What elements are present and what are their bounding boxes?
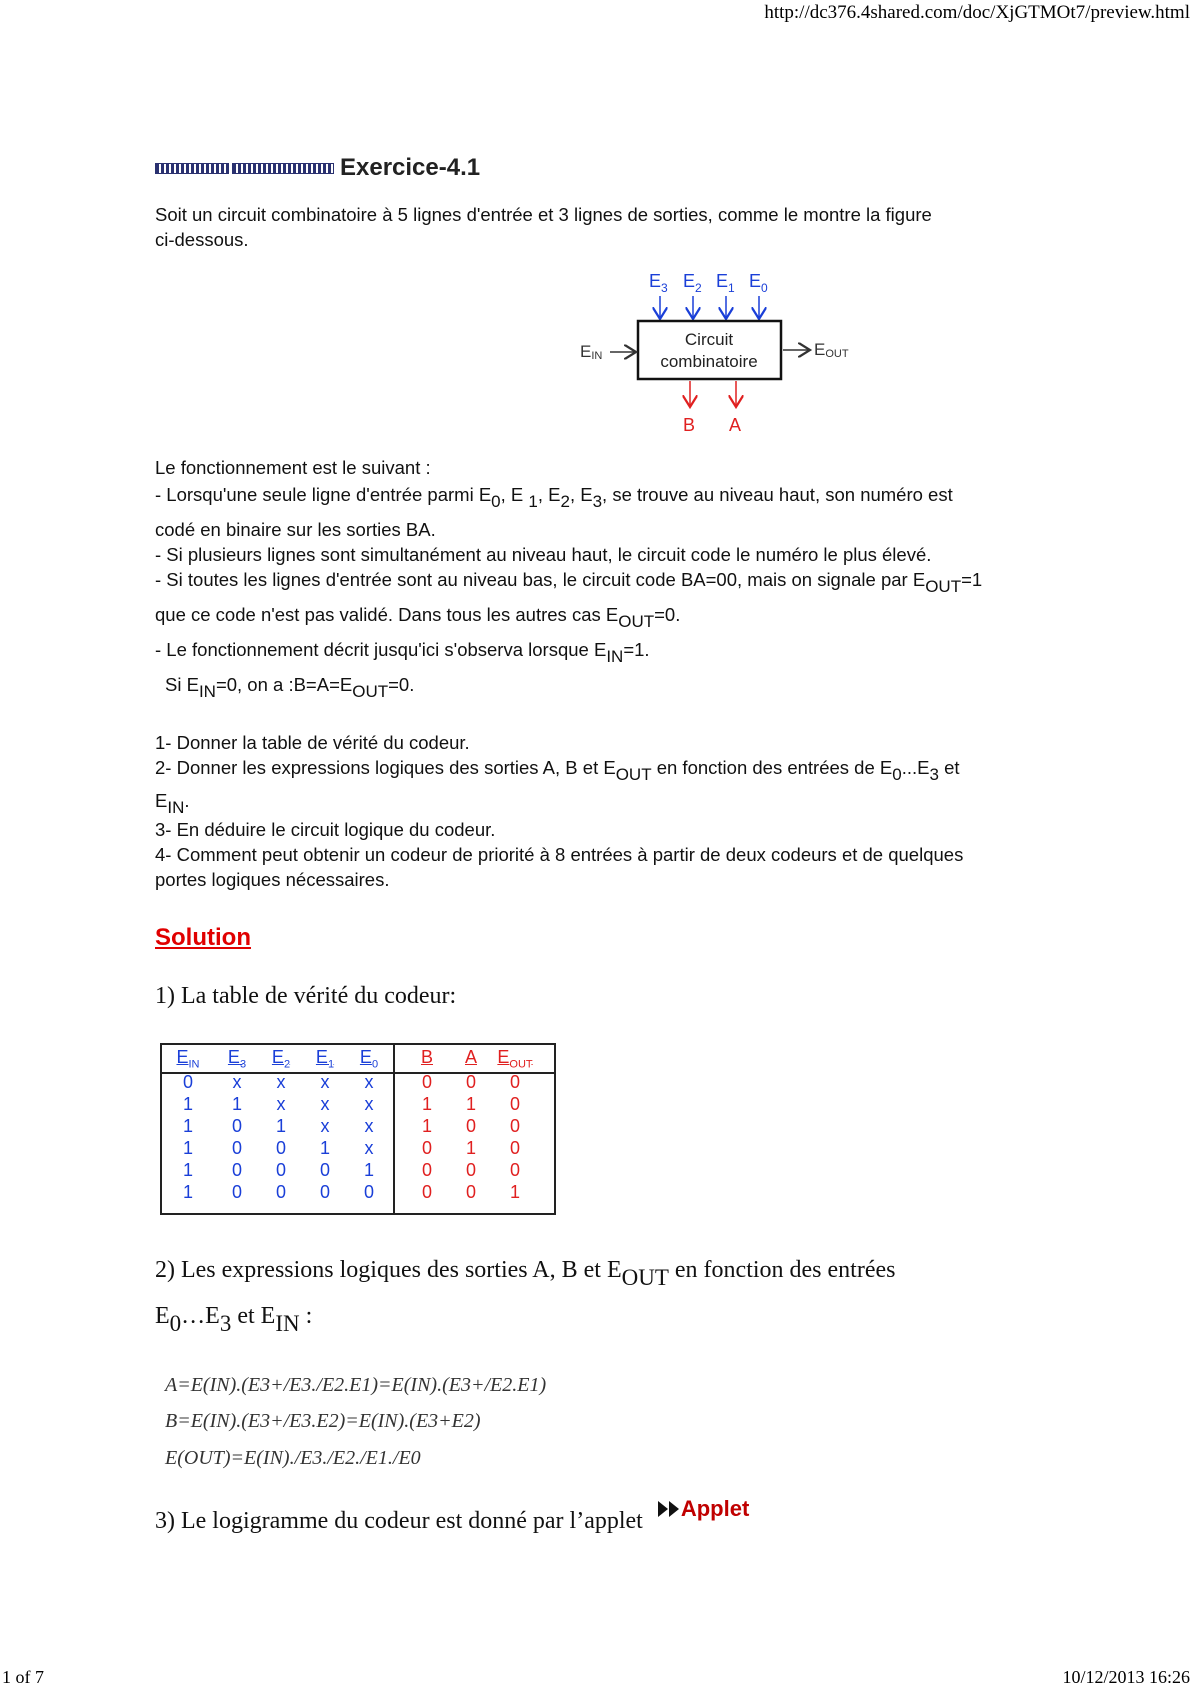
table-cell: 1 <box>509 1182 520 1202</box>
questions-list <box>155 730 1025 892</box>
table-cell: x <box>276 1072 286 1092</box>
table-cell: 0 <box>421 1182 432 1202</box>
solution-heading: Solution <box>155 924 251 951</box>
formula-eout-text: E(OUT)=E(IN)./E3./E2./E1./E0 <box>165 1447 421 1469</box>
table-cell: 1 <box>421 1116 432 1136</box>
question-3: 3- En déduire le circuit logique du codeur. <box>155 819 496 840</box>
table-cell: 0 <box>231 1182 242 1202</box>
table-cell: 1 <box>275 1116 286 1136</box>
table-cell: 0 <box>465 1160 476 1180</box>
title-text: Exercice-4.1 <box>340 154 481 181</box>
solution-2-line: $E_0\dots E_3$ et $E_{IN}$ : <box>155 1303 313 1336</box>
formula-b <box>165 1410 481 1433</box>
table-cell: 1 <box>421 1094 432 1114</box>
table-cell: 0 <box>509 1072 520 1092</box>
table-cell: 0 <box>275 1160 286 1180</box>
question-2-cont: $E_{IN}$. <box>155 790 190 817</box>
input-label-e3: $E_3$ <box>649 271 668 295</box>
page-url: http://dc376.4shared.com/doc/XjGTMOt7/preview.html <box>764 2 1190 23</box>
intro-line: Soit un circuit combinatoire à 5 lignes d'entrée et 3 lignes de sorties, comme le montre la figure <box>155 204 932 225</box>
fast-forward-icon <box>657 1499 681 1519</box>
table-cell: 1 <box>465 1138 476 1158</box>
input-label-e1: $E_1$ <box>716 271 735 295</box>
circuit-diagram <box>578 264 868 444</box>
table-cell: 0 <box>421 1072 432 1092</box>
box-label-line: combinatoire <box>660 352 758 371</box>
operation-description <box>155 455 1025 701</box>
solution-3-heading <box>155 1496 750 1535</box>
rule-line: - Si toutes les lignes d'entrée sont au niveau bas, le circuit code BA=00, mais on signale par $E_{OUT}=1$ <box>155 569 983 596</box>
question-4: 4- Comment peut obtenir un codeur de priorité à 8 entrées à partir de deux codeurs et de quelques <box>155 844 964 865</box>
table-cell: 1 <box>319 1138 330 1158</box>
table-cell: 1 <box>182 1094 193 1114</box>
table-header-cell: $E_2$ <box>271 1047 291 1071</box>
table-cell: x <box>364 1116 374 1136</box>
solution-3-text: 3) Le logigramme du codeur est donné par l’applet <box>155 1508 643 1534</box>
eout-label: EOUT <box>814 340 849 360</box>
rule-line: Si $E_{IN}=0$, on a $:B=A=E_{OUT}=0$. <box>165 674 415 701</box>
table-cell: 0 <box>509 1160 520 1180</box>
table-cell: 1 <box>182 1116 193 1136</box>
truth-table <box>160 1043 556 1215</box>
solution-2-line: 2) Les expressions logiques des sorties A, B et $E_{OUT}$ en fonction des entrées <box>155 1257 896 1290</box>
page-number: 1 of 7 <box>2 1667 44 1687</box>
table-cell: 0 <box>509 1138 520 1158</box>
table-cell: x <box>364 1138 374 1158</box>
question-1: 1- Donner la table de vérité du codeur. <box>155 732 470 753</box>
decoration-bar <box>232 163 334 174</box>
table-cell: x <box>232 1072 242 1092</box>
table-cell: 1 <box>182 1160 193 1180</box>
table-cell: 1 <box>465 1094 476 1114</box>
table-header-cell: B <box>420 1047 433 1067</box>
solution-1-heading: 1) La table de vérité du codeur: <box>155 983 457 1009</box>
intro-paragraph <box>155 202 1025 252</box>
table-cell: x <box>364 1094 374 1114</box>
table-cell: 0 <box>275 1182 286 1202</box>
formula-a-text: A=E(IN).(E3+/E3./E2.E1)=E(IN).(E3+/E2.E1) <box>165 1374 547 1396</box>
output-label-b: B <box>683 415 696 435</box>
decoration-bar <box>155 163 229 174</box>
rule-line: Le fonctionnement est le suivant : <box>155 457 431 478</box>
table-cell: 0 <box>509 1094 520 1114</box>
table-cell: 1 <box>182 1138 193 1158</box>
table-cell: 0 <box>231 1160 242 1180</box>
rule-line: que ce code n'est pas validé. Dans tous les autres cas $E_{OUT}=0$. <box>155 604 681 631</box>
rule-line: - Si plusieurs lignes sont simultanément au niveau haut, le circuit code le numéro le plus élevé. <box>155 544 932 565</box>
table-cell: x <box>276 1094 286 1114</box>
ein-label: EIN <box>580 342 603 362</box>
table-cell: 0 <box>182 1072 193 1092</box>
table-cell: 0 <box>231 1116 242 1136</box>
input-label-e2: $E_2$ <box>683 271 702 295</box>
table-cell: 0 <box>275 1138 286 1158</box>
table-column-divider <box>393 1045 395 1213</box>
title-decoration <box>155 163 334 174</box>
rule-line: codé en binaire sur les sorties BA. <box>155 519 436 540</box>
table-header-cell: A <box>464 1047 477 1067</box>
table-cell: 0 <box>465 1072 476 1092</box>
table-header-cell: $E_{OUT}$ <box>497 1047 533 1071</box>
table-cell: x <box>320 1116 330 1136</box>
print-datetime: 10/12/2013 16:26 <box>1062 1667 1190 1687</box>
applet-label: Applet <box>680 1496 750 1521</box>
table-cell: 1 <box>363 1160 374 1180</box>
applet-link[interactable] <box>657 1496 749 1522</box>
solution-2-heading <box>155 1253 1055 1336</box>
table-header-cell: $E_1$ <box>315 1047 335 1071</box>
table-cell: 0 <box>421 1160 432 1180</box>
formula-b-text: B=E(IN).(E3+/E3.E2)=E(IN).(E3+E2) <box>165 1410 481 1432</box>
table-cell: 1 <box>231 1094 242 1114</box>
question-2: 2- Donner les expressions logiques des sorties A, B et $E_{OUT}$ en fonction des entrées de $E_0...E_3$ et <box>155 757 960 784</box>
formula-eout <box>165 1447 421 1470</box>
table-header-cell: $E_{IN}$ <box>176 1047 200 1071</box>
table-cell: 0 <box>319 1160 330 1180</box>
table-cell: 1 <box>182 1182 193 1202</box>
table-header-cell: $E_3$ <box>227 1047 247 1071</box>
table-cell: x <box>364 1072 374 1092</box>
rule-line: - Lorsqu'une seule ligne d'entrée parmi $E_0$, E $_1$, $E_2$, $E_3$, se trouve au niveau haut, son numéro est <box>155 484 953 511</box>
table-cell: 0 <box>509 1116 520 1136</box>
rule-line: - Le fonctionnement décrit jusqu'ici s'observa lorsque $E_{IN}=1$. <box>155 639 650 666</box>
intro-line: ci-dessous. <box>155 229 249 250</box>
table-cell: 0 <box>421 1138 432 1158</box>
table-header-cell: $E_0$ <box>359 1047 379 1071</box>
table-cell: 0 <box>465 1182 476 1202</box>
exercise-title <box>155 154 480 182</box>
table-cell: x <box>320 1072 330 1092</box>
table-cell: 0 <box>231 1138 242 1158</box>
box-label-line: Circuit <box>684 330 734 349</box>
table-cell: x <box>320 1094 330 1114</box>
table-cell: 0 <box>465 1116 476 1136</box>
question-4-cont: portes logiques nécessaires. <box>155 869 390 890</box>
output-label-a: A <box>729 415 742 435</box>
input-label-e0: $E_0$ <box>749 271 768 295</box>
formula-a <box>165 1374 546 1397</box>
table-cell: 0 <box>319 1182 330 1202</box>
table-cell: 0 <box>363 1182 374 1202</box>
